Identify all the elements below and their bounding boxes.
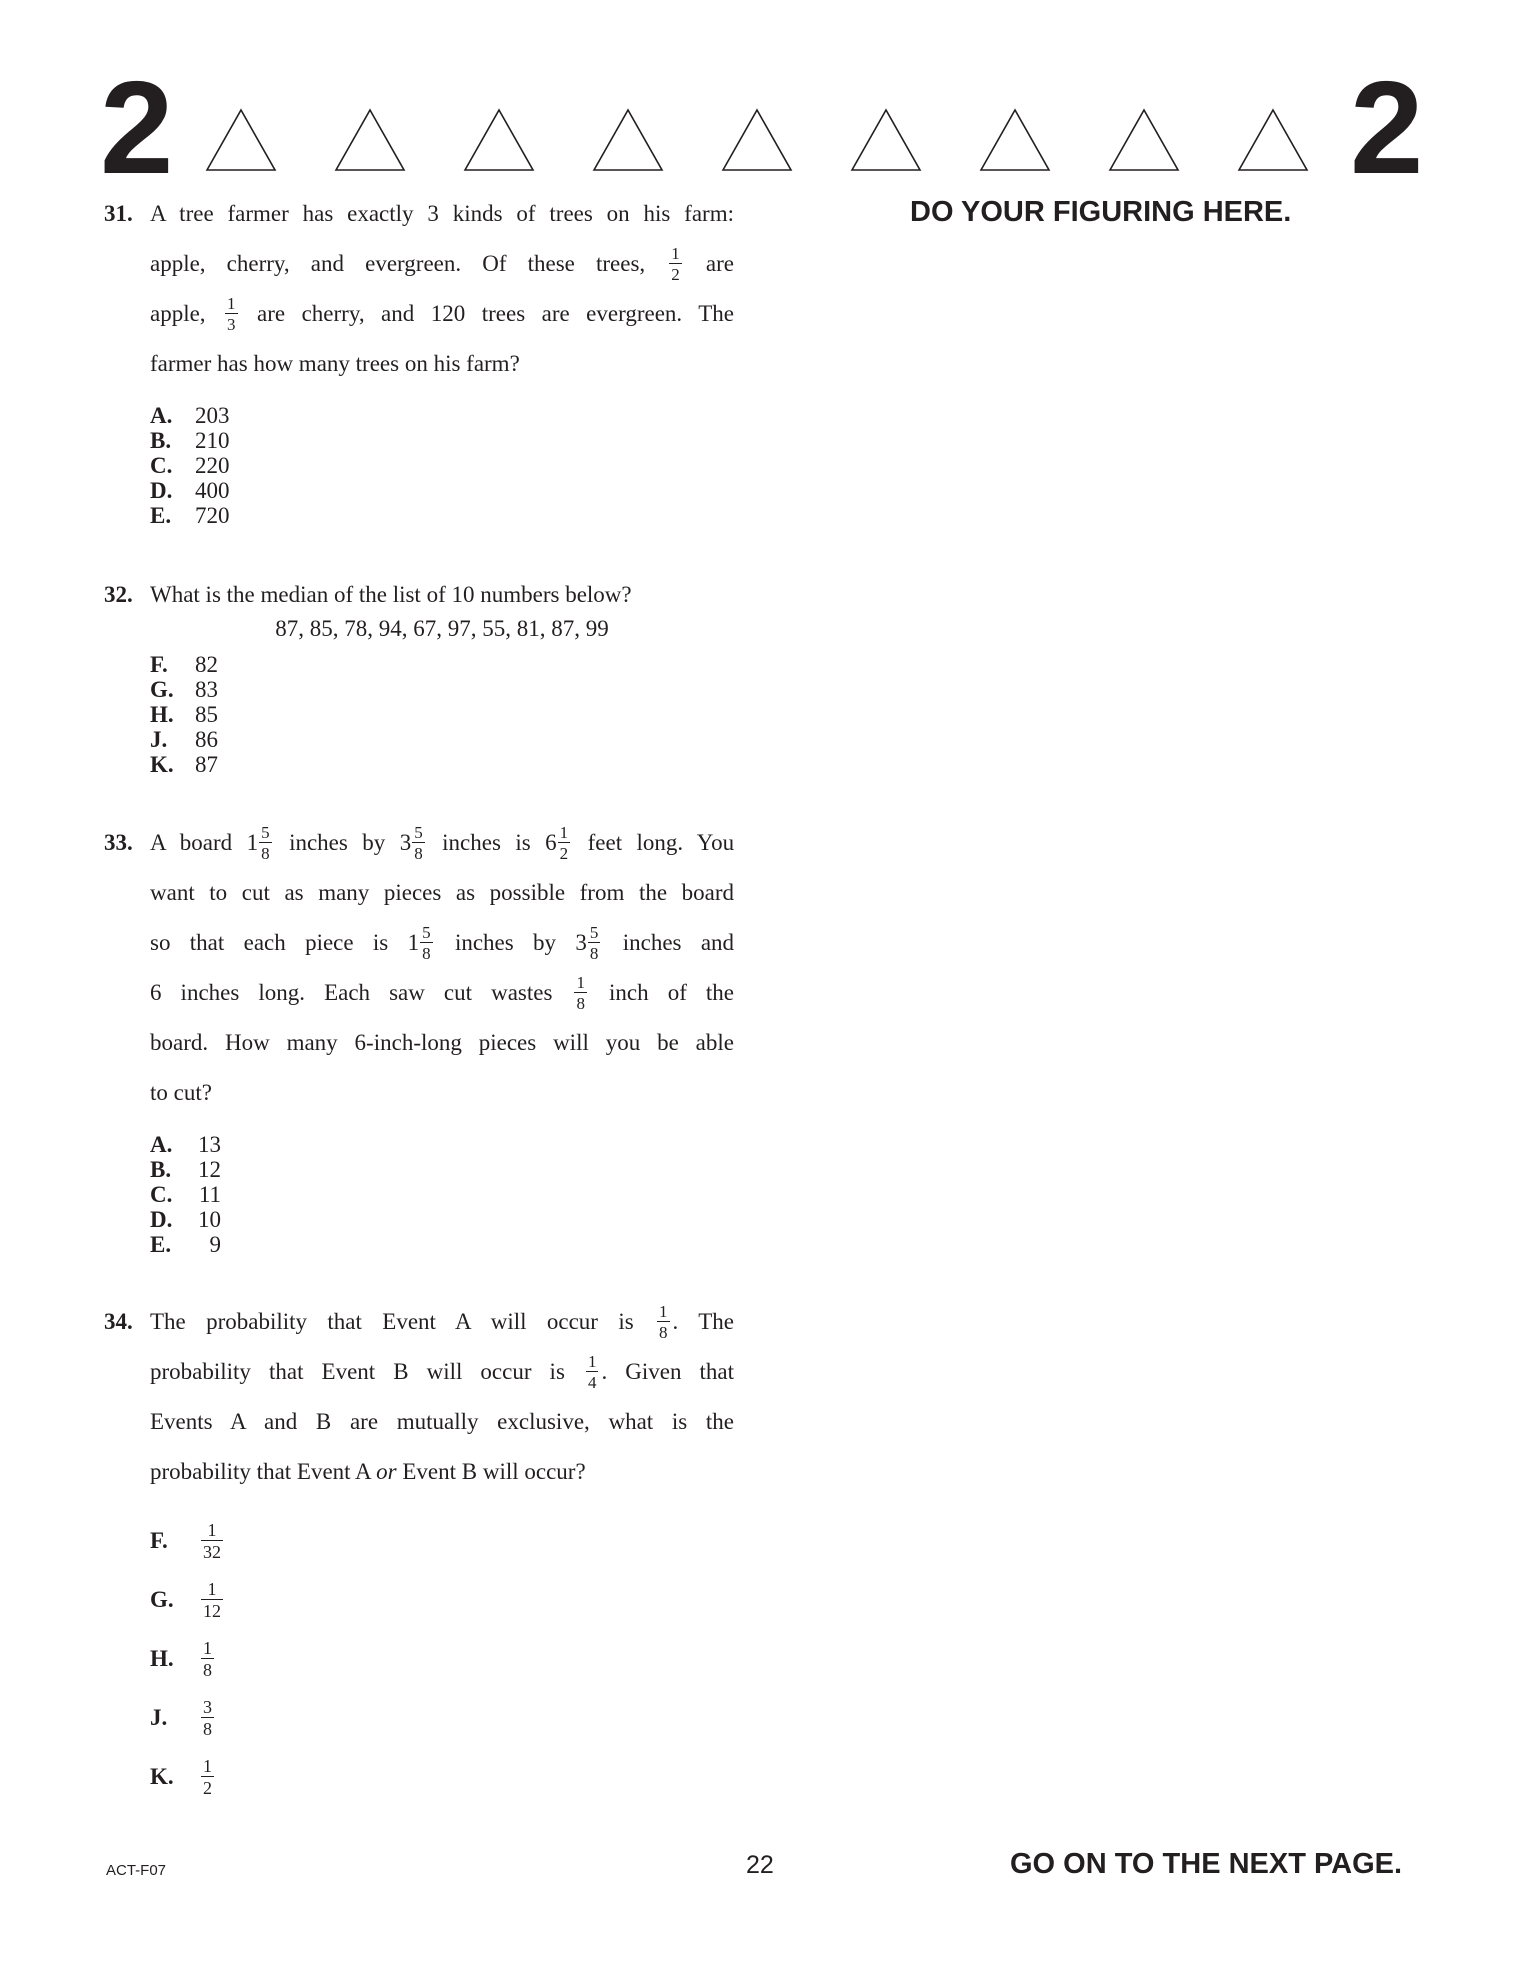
choice-letter: C. <box>150 1182 173 1207</box>
choice-letter: A. <box>150 1132 173 1157</box>
choice-value: 83 <box>195 677 218 702</box>
answer-choice[interactable] <box>150 1747 734 1806</box>
q33-text-4b: inch of the <box>609 980 735 1005</box>
choice-value: 12 <box>198 1157 221 1182</box>
q33-choices <box>150 1132 734 1257</box>
q33-text-3c: inches and <box>622 930 735 955</box>
fraction: $\frac{1}{8}$ <box>659 1301 668 1342</box>
q31-text-3a: apple, <box>150 301 206 326</box>
triangle-icon <box>207 110 275 170</box>
triangle-icon <box>465 110 533 170</box>
fraction: $\frac{1}{8}$ <box>576 972 585 1013</box>
triangle-icon <box>1239 110 1307 170</box>
mixed-number: 3 $\frac{5}{8}$ <box>575 922 599 963</box>
answer-choice[interactable] <box>150 428 734 453</box>
choice-letter: G. <box>150 1586 174 1612</box>
fraction: $\frac{1}{3}$ <box>227 293 236 334</box>
q31-text-1: A tree farmer has exactly 3 kinds of trees on his farm: <box>150 201 734 226</box>
answer-choice[interactable] <box>150 702 734 727</box>
q33-text-6: to cut? <box>150 1080 212 1105</box>
choice-letter: K. <box>150 752 174 777</box>
choice-letter: D. <box>150 1207 173 1232</box>
q31-line-2 <box>150 239 734 289</box>
q33-line-6 <box>150 1068 734 1118</box>
choice-letter: E. <box>150 1232 172 1257</box>
choice-letter: G. <box>150 677 174 702</box>
section-triangles <box>205 108 1321 172</box>
answer-choice[interactable] <box>150 1688 734 1747</box>
choice-value: 11 <box>198 1182 221 1207</box>
q31-text-2a: apple, cherry, and evergreen. Of these trees, <box>150 251 646 276</box>
mixed-number: 3 $\frac{5}{8}$ <box>399 822 423 863</box>
choice-letter: F. <box>150 1527 168 1553</box>
q32-line-1 <box>104 578 734 612</box>
figuring-label: DO YOUR FIGURING HERE. <box>910 196 1292 228</box>
choice-fraction: $\frac{3}{8}$ <box>203 1696 212 1739</box>
choice-value: 400 <box>195 478 230 503</box>
triangle-icon <box>981 110 1049 170</box>
q33-line-2 <box>150 868 734 918</box>
page-number: 22 <box>746 1851 774 1879</box>
choice-value: 9 <box>209 1232 221 1257</box>
answer-choice[interactable] <box>150 1629 734 1688</box>
choice-value: 203 <box>195 403 230 428</box>
choice-value: 210 <box>195 428 230 453</box>
q32-choices <box>150 652 734 777</box>
choice-letter: J. <box>150 727 168 752</box>
answer-choice[interactable] <box>150 677 734 702</box>
choice-letter: B. <box>150 428 172 453</box>
answer-choice[interactable] <box>150 453 734 478</box>
answer-choice[interactable] <box>150 1570 734 1629</box>
answer-choice[interactable] <box>150 1157 734 1182</box>
form-code: ACT-F07 <box>106 1862 167 1879</box>
question-number: 32. <box>104 582 133 607</box>
choice-letter: H. <box>150 702 174 727</box>
triangle-icon <box>1110 110 1178 170</box>
choice-value: 13 <box>198 1132 221 1157</box>
triangle-icon <box>723 110 791 170</box>
q32-text-1: What is the median of the list of 10 numbers below? <box>150 582 632 607</box>
question-34 <box>104 1297 734 1806</box>
q33-text-3b: inches by <box>454 930 557 955</box>
mixed-number: 1 $\frac{5}{8}$ <box>246 822 270 863</box>
q34-text-3: Events A and B are mutually exclusive, what is the <box>150 1409 734 1434</box>
section-number-left: 2 <box>100 54 172 201</box>
fraction: $\frac{1}{4}$ <box>587 1351 597 1392</box>
answer-choice[interactable] <box>150 1132 734 1157</box>
mixed-number: 1 $\frac{5}{8}$ <box>407 922 431 963</box>
choice-fraction: $\frac{1}{2}$ <box>203 1755 212 1798</box>
q32-number-list: 87, 85, 78, 94, 67, 97, 55, 81, 87, 99 <box>275 616 609 641</box>
q31-line-1 <box>104 189 734 239</box>
choice-value: 86 <box>195 727 218 752</box>
choice-letter: K. <box>150 1763 174 1789</box>
choice-value: 10 <box>198 1207 221 1232</box>
next-page-notice: GO ON TO THE NEXT PAGE. <box>1010 1848 1403 1880</box>
q33-text-4a: 6 inches long. Each saw cut wastes <box>150 980 553 1005</box>
q34-text-2a: probability that Event B will occur is <box>150 1359 565 1384</box>
question-31 <box>104 189 734 528</box>
q34-line-2 <box>150 1347 734 1397</box>
q31-text-3b: are cherry, and 120 trees are evergreen. The <box>257 301 734 326</box>
section-number-right: 2 <box>1350 54 1422 201</box>
choice-fraction: $\frac{1}{32}$ <box>203 1519 221 1562</box>
answer-choice[interactable] <box>150 1232 734 1257</box>
q33-text-1d: feet long. You <box>587 830 735 855</box>
choice-value: 720 <box>195 503 230 528</box>
triangle-icon <box>852 110 920 170</box>
q34-text-4-or: or <box>376 1459 397 1484</box>
answer-choice[interactable] <box>150 752 734 777</box>
choice-letter: E. <box>150 503 172 528</box>
q34-text-4a: probability that Event A <box>150 1459 371 1484</box>
choice-letter: F. <box>150 652 168 677</box>
q33-line-4 <box>150 968 734 1018</box>
choice-letter: C. <box>150 453 173 478</box>
q34-line-3 <box>150 1397 734 1447</box>
choice-letter: J. <box>150 1704 168 1730</box>
q34-line-1 <box>104 1297 734 1347</box>
q33-line-1 <box>104 818 734 868</box>
choice-value: 220 <box>195 453 230 478</box>
choice-value: 85 <box>195 702 218 727</box>
answer-choice[interactable] <box>150 1207 734 1232</box>
q34-text-1a: The probability that Event A will occur is <box>150 1309 634 1334</box>
triangle-icon <box>336 110 404 170</box>
q31-choices <box>150 403 734 528</box>
answer-choice[interactable] <box>150 727 734 752</box>
question-number: 33. <box>104 830 133 855</box>
q34-text-4b: Event B will occur? <box>402 1459 586 1484</box>
q33-text-1a: A board <box>150 830 233 855</box>
answer-choice[interactable] <box>150 403 734 428</box>
choice-letter: D. <box>150 478 173 503</box>
fraction: $\frac{1}{2}$ <box>671 243 680 284</box>
q31-line-4 <box>150 339 734 389</box>
choice-fraction: $\frac{1}{8}$ <box>203 1637 212 1680</box>
q33-text-1b: inches by <box>289 830 386 855</box>
choice-letter: H. <box>150 1645 174 1671</box>
q33-line-5 <box>150 1018 734 1068</box>
answer-choice[interactable] <box>150 478 734 503</box>
q34-line-4 <box>150 1447 734 1497</box>
q34-choices <box>150 1511 734 1806</box>
q33-text-2: want to cut as many pieces as possible from the board <box>150 880 734 905</box>
q34-text-2b: . Given that <box>601 1359 735 1384</box>
question-32 <box>104 578 734 777</box>
q31-line-3 <box>150 289 734 339</box>
choice-letter: B. <box>150 1157 172 1182</box>
answer-choice[interactable] <box>150 1511 734 1570</box>
answer-choice[interactable] <box>150 652 734 677</box>
question-33 <box>104 818 734 1257</box>
mixed-number: 6 $\frac{1}{2}$ <box>545 822 569 863</box>
q33-text-5: board. How many 6-inch-long pieces will you be able <box>150 1030 734 1055</box>
answer-choice[interactable] <box>150 1182 734 1207</box>
question-number: 34. <box>104 1309 133 1334</box>
choice-fraction: $\frac{1}{12}$ <box>203 1578 221 1621</box>
choice-value: 87 <box>195 752 218 777</box>
q31-text-4: farmer has how many trees on his farm? <box>150 351 520 376</box>
answer-choice[interactable] <box>150 503 734 528</box>
choice-value: 82 <box>195 652 218 677</box>
q34-text-1b: . The <box>672 1309 735 1334</box>
q31-text-2b: are <box>705 251 734 276</box>
q33-text-1c: inches is <box>442 830 531 855</box>
choice-letter: A. <box>150 403 173 428</box>
q33-text-3a: so that each piece is <box>150 930 389 955</box>
triangle-icon <box>594 110 662 170</box>
question-number: 31. <box>104 201 133 226</box>
q33-line-3 <box>150 918 734 968</box>
